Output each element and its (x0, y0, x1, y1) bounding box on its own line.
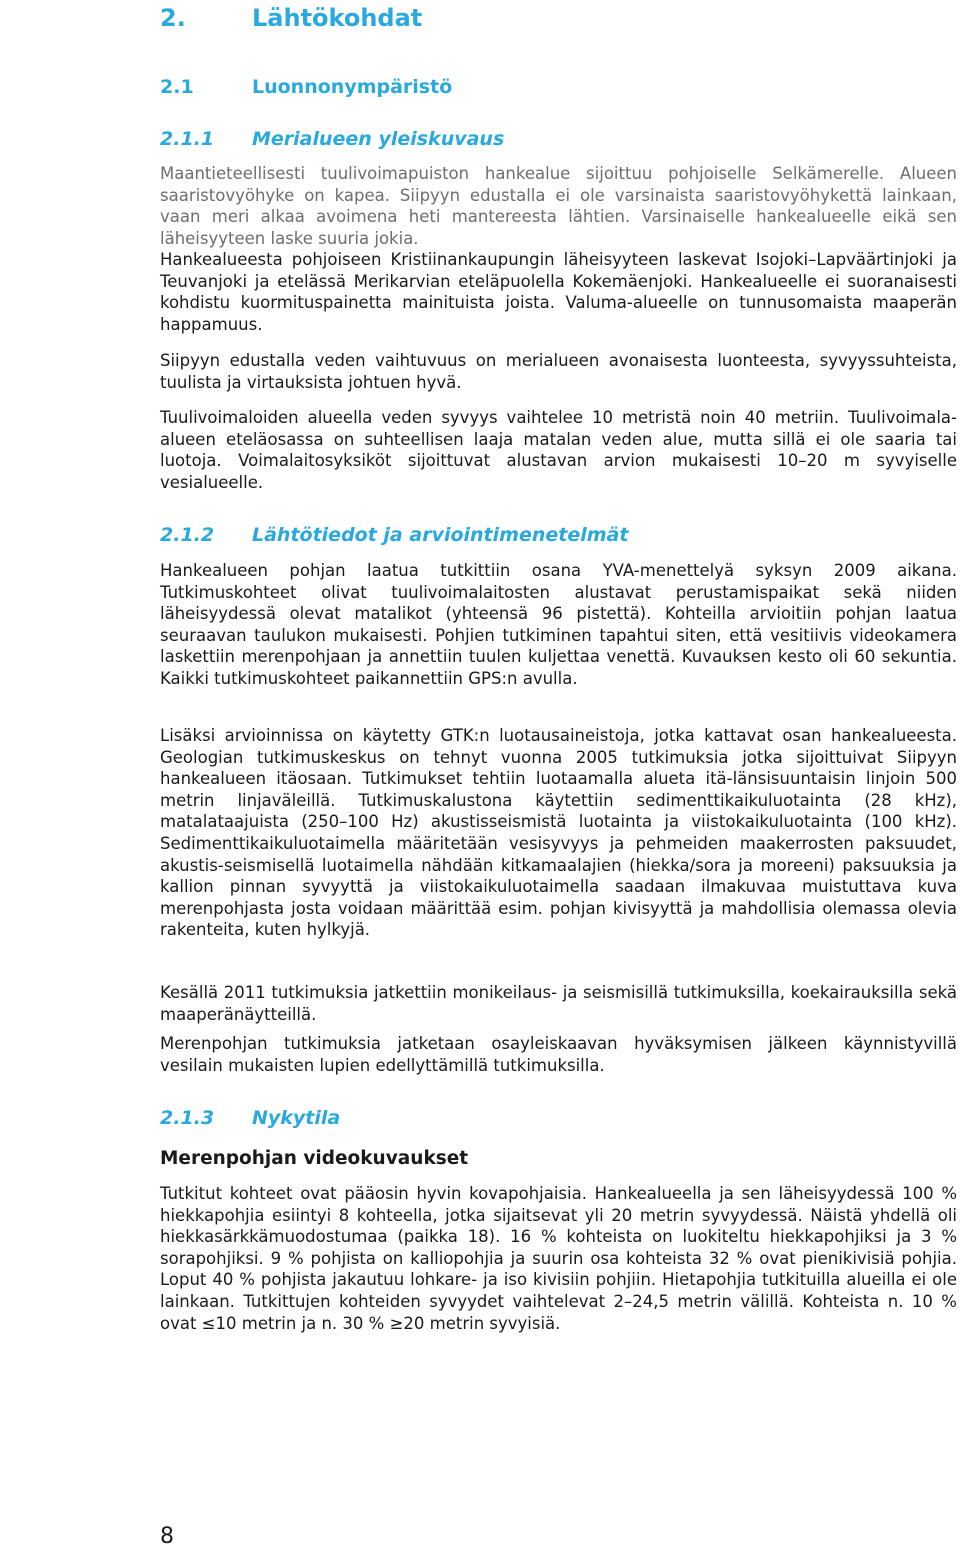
chapter-title: Lähtökohdat (252, 4, 423, 32)
chapter-number: 2. (160, 4, 186, 32)
subsection-number: 2.1.1 (160, 128, 215, 150)
subheading-video: Merenpohjan videokuvaukset (160, 1148, 469, 1169)
paragraph-survey: Hankealueen pohjan laatua tutkittiin osana YVA-menettelyä syksyn 2009 aikana. Tutkimuskohteet olivat tuulivoimalaitosten alustavat perustamispaikat sekä niiden läheisyydessä olevat matalikot (yhteensä 96 pistettä). Kohteilla arvioitiin pohjan laatua seuraavan taulukon mukaisesti. Pohjien tutkiminen tapahtui siten, että vesitiivis videokamera laskettiin merenpohjaan ja annettiin tuulen kuljettaa venettä. Kuvauksen kesto oli 60 sekuntia. Kaikki tutkimuskohteet paikannettiin GPS:n avulla. (160, 561, 957, 688)
subsection-heading-2-1-3 (160, 1107, 340, 1129)
paragraph-rivers: Hankealueesta pohjoiseen Kristiinankaupungin läheisyyteen laskevat Isojoki–Lapväärtinjoki ja Teuvanjoki ja etelässä Merikarvian eteläpuolella Kokemäenjoki. Hankealueelle ei suoranaisesti kohdistu kuormituspainetta mainituista joista. Valuma-alueelle on tunnusomaista maaperän happamuus. (160, 250, 957, 334)
subsection-number: 2.1.3 (160, 1107, 215, 1129)
paragraph-further-studies: Merenpohjan tutkimuksia jatketaan osayleiskaavan hyväksymisen jälkeen käynnistyvillä vesilain mukaisten lupien edellyttämillä tutkimuksilla. (160, 1034, 957, 1075)
section-heading-2-1 (160, 76, 452, 98)
paragraph-water-exchange: Siipyyn edustalla veden vaihtuvuus on merialueen avonaisesta luonteesta, syvyyssuhteista, tuulista ja virtauksista johtuen hyvä. (160, 351, 957, 392)
chapter-heading (160, 4, 422, 32)
paragraph-grey-intro: Maantieteellisesti tuulivoimapuiston hankealue sijoittuu pohjoiselle Selkämerelle. Alueen saaristovyöhyke on kapea. Siipyyn edustalla ei ole varsinaista saaristovyöhykettä lainkaan, vaan meri alkaa avoimena heti mantereesta lähtien. Varsinaiselle hankealueelle eikä sen läheisyyteen laske suuria jokia. (160, 164, 957, 248)
section-number: 2.1 (160, 76, 194, 98)
subsection-heading-2-1-1 (160, 128, 504, 150)
section-title: Luonnonympäristö (252, 76, 453, 98)
subsection-title: Merialueen yleiskuvaus (252, 128, 505, 150)
subsection-title: Lähtötiedot ja arviointimenetelmät (252, 524, 629, 546)
page-number: 8 (160, 1524, 174, 1549)
subsection-title: Nykytila (252, 1107, 341, 1129)
paragraph-seabed: Tutkitut kohteet ovat pääosin hyvin kovapohjaisia. Hankealueella ja sen läheisyydessä 100 % hiekkapohjia esiintyi 8 kohteella, jotka sijaitsevat yli 20 metrin syvyydessä. Näistä yhdellä oli hiekkasärkkämuodostumaa (paikka 18). 16 % kohteista on luokiteltu hiekkapohjiksi ja 3 % sorapohjiksi. 9 % pohjista on kalliopohjia ja suurin osa kohteista 32 % ovat pienikivisiä pohjia. Loput 40 % pohjista jakautuu lohkare- ja iso kivisiin pohjiin. Hietapohjia tutkituilla alueilla ei ole lainkaan. Tutkittujen kohteiden syvyydet vaihtelevat 2–24,5 metrin välillä. Kohteista n. 10 % ovat ≤10 metrin ja n. 30 % ≥20 metrin syvyisiä. (160, 1184, 957, 1333)
paragraph-gtk: Lisäksi arvioinnissa on käytetty GTK:n luotausaineistoja, jotka kattavat osan hankealueesta. Geologian tutkimuskeskus on tehnyt vuonna 2005 tutkimuksia jotka sijoittuivat Siipyyn hankealueen itäosaan. Tutkimukset tehtiin luotaamalla alueta itä-länsisuuntaisin linjoin 500 metrin linjaväleillä. Tutkimuskalustona käytettiin sedimenttikaikuluotainta (28 kHz), matalataajuista (250–100 Hz) akustisseismistä luotainta ja viistokaikuluotainta (100 kHz). Sedimenttikaikuluotaimella määritetään vesisyvyys ja pehmeiden maakerrosten paksuudet, akustis-seismisellä luotaimella nähdään kitkamaalajien (hiekka/sora ja moreeni) paksuuksia ja kallion pinnan syvyyttä ja viistokaikuluotaimella saadaan ilmakuvaa muistuttava kuva merenpohjasta josta voidaan määrittää esim. pohjan kivisyyttä ja mahdollisia olemassa olevia rakenteita, kuten hylkyjä. (160, 726, 957, 940)
subsection-number: 2.1.2 (160, 524, 215, 546)
paragraph-summer-2011: Kesällä 2011 tutkimuksia jatkettiin monikeilaus- ja seismisillä tutkimuksilla, koekairauksilla sekä maaperänäytteillä. (160, 983, 957, 1024)
paragraph-depth: Tuulivoimaloiden alueella veden syvyys vaihtelee 10 metristä noin 40 metriin. Tuulivoimala-alueen eteläosassa on suhteellisen laaja matalan veden alue, mutta sillä ei ole saaria tai luotoja. Voimalaitosyksiköt sijoittuvat alustavan arvion mukaisesti 10–20 m syvyiselle vesialueelle. (160, 408, 957, 492)
subsection-heading-2-1-2 (160, 524, 628, 546)
